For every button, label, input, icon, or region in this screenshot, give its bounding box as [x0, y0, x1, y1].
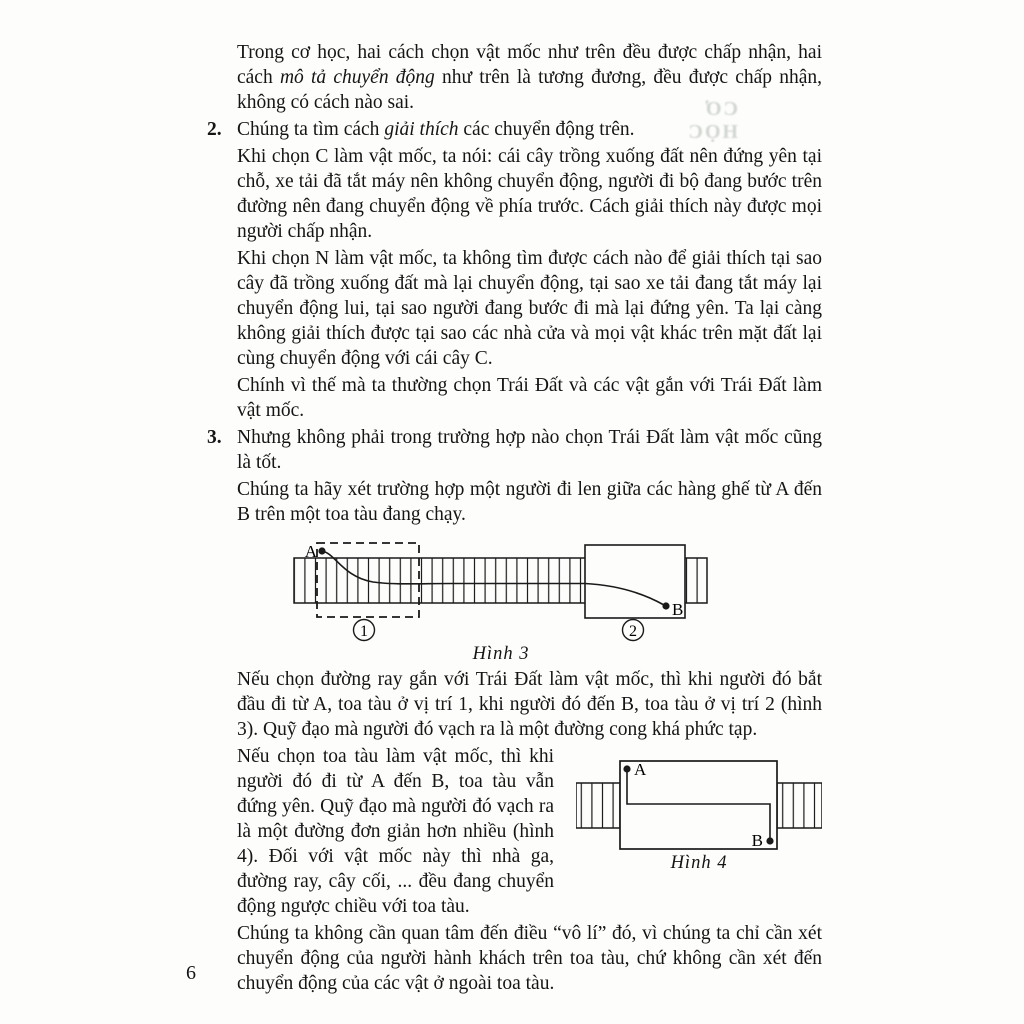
- svg-text:1: 1: [360, 623, 368, 640]
- svg-text:B: B: [672, 600, 684, 619]
- train-car-position-2: [585, 545, 685, 618]
- intro-run3: như trên là tương đương, đều được chấp nhận, không có cách nào sai.: [237, 67, 823, 113]
- figure-3: [289, 535, 713, 664]
- paragraph-intro: [237, 40, 822, 115]
- intro-run2-italic: mô tả chuyển động: [279, 67, 435, 88]
- railway-track-left: [576, 783, 620, 828]
- item-3-paragraph-1: Chúng ta hãy xét trường hợp một người đi len giữa các hàng ghế từ A đến B trên một toa tàu đang chạy.: [237, 479, 822, 525]
- item-2-lead-run3: các chuyển động trên.: [458, 119, 635, 140]
- numbered-item-2: [207, 117, 822, 423]
- item-2-number: 2.: [207, 119, 222, 140]
- figure-3-drawing: [289, 535, 713, 643]
- figure-4: [576, 760, 822, 873]
- svg-text:2: 2: [629, 623, 637, 640]
- item-3-paragraph-4: Chúng ta không cần quan tâm đến điều “vô lí” đó, vì chúng ta chỉ cần xét chuyển động của người hành khách trên toa tàu, chứ không cần xét đến chuyển động của các vật ở ngoài toa tàu.: [237, 923, 822, 994]
- position-1-label: [354, 620, 375, 641]
- svg-text:A: A: [634, 760, 647, 779]
- item-2-lead-run1: Chúng ta tìm cách: [237, 119, 385, 140]
- numbered-item-3: [207, 425, 822, 996]
- item-2-lead-run2-italic: giải thích: [384, 119, 459, 140]
- position-2-label: [623, 620, 644, 641]
- text-column: [207, 40, 823, 998]
- item-2-paragraph-3: Chính vì thế mà ta thường chọn Trái Đất và các vật gắn với Trái Đất làm vật mốc.: [237, 375, 822, 421]
- figure-4-drawing: [576, 760, 822, 852]
- intro-run1: Trong cơ học, hai cách chọn vật mốc như trên đều được chấp nhận, hai cách: [237, 42, 822, 88]
- item-3-paragraph-3: Nếu chọn toa tàu làm vật mốc, thì khi người đó đi từ A đến B, toa tàu vẫn đứng yên. Quỹ đạo mà người đó vạch ra là một đường đơn giản hơn nhiều (hình 4). Đối với vật mốc này thì nhà ga, đường ray, cây cối, ... đều đang chuyển động ngược chiều với toa tàu.: [237, 746, 554, 917]
- item-2-paragraph-1: Khi chọn C làm vật mốc, ta nói: cái cây trồng xuống đất nên đứng yên tại chỗ, xe tải đã tắt máy nên không chuyển động, người đi bộ đang bước trên đường nên đang chuyển động về phía trước. Cách giải thích này được mọi người chấp nhận.: [237, 146, 822, 242]
- figure-4-caption: Hình 4: [670, 853, 728, 873]
- item-2-paragraph-2: Khi chọn N làm vật mốc, ta không tìm được cách nào để giải thích tại sao cây đã trồng xuống đất mà lại chuyển động, tại sao xe tải đang tắt máy lại chuyển động lui, tại sao người đang bước đi mà lại đứng yên. Ta lại càng không giải thích được tại sao các nhà cửa và mọi vật khác trên mặt đất lại cùng chuyển động với cái cây C.: [237, 248, 822, 369]
- item-3-paragraph-2: Nếu chọn đường ray gắn với Trái Đất làm vật mốc, thì khi người đó bắt đầu đi từ A, toa tàu ở vị trí 1, khi người đó đến B, toa tàu ở vị trí 2 (hình 3). Quỹ đạo mà người đó vạch ra là một đường cong khá phức tạp.: [237, 669, 822, 740]
- svg-text:A: A: [304, 542, 317, 561]
- page-number: 6: [186, 962, 196, 984]
- item-2-lead: [237, 117, 822, 142]
- railway-track-right: [777, 783, 822, 828]
- svg-text:B: B: [751, 831, 763, 850]
- item-3-number: 3.: [207, 427, 222, 448]
- item-3-lead: Nhưng không phải trong trường hợp nào chọn Trái Đất làm vật mốc cũng là tốt.: [237, 427, 822, 473]
- bleed-through-text: CƠ HỌC: [686, 98, 738, 143]
- figure-3-caption: Hình 3: [472, 644, 530, 664]
